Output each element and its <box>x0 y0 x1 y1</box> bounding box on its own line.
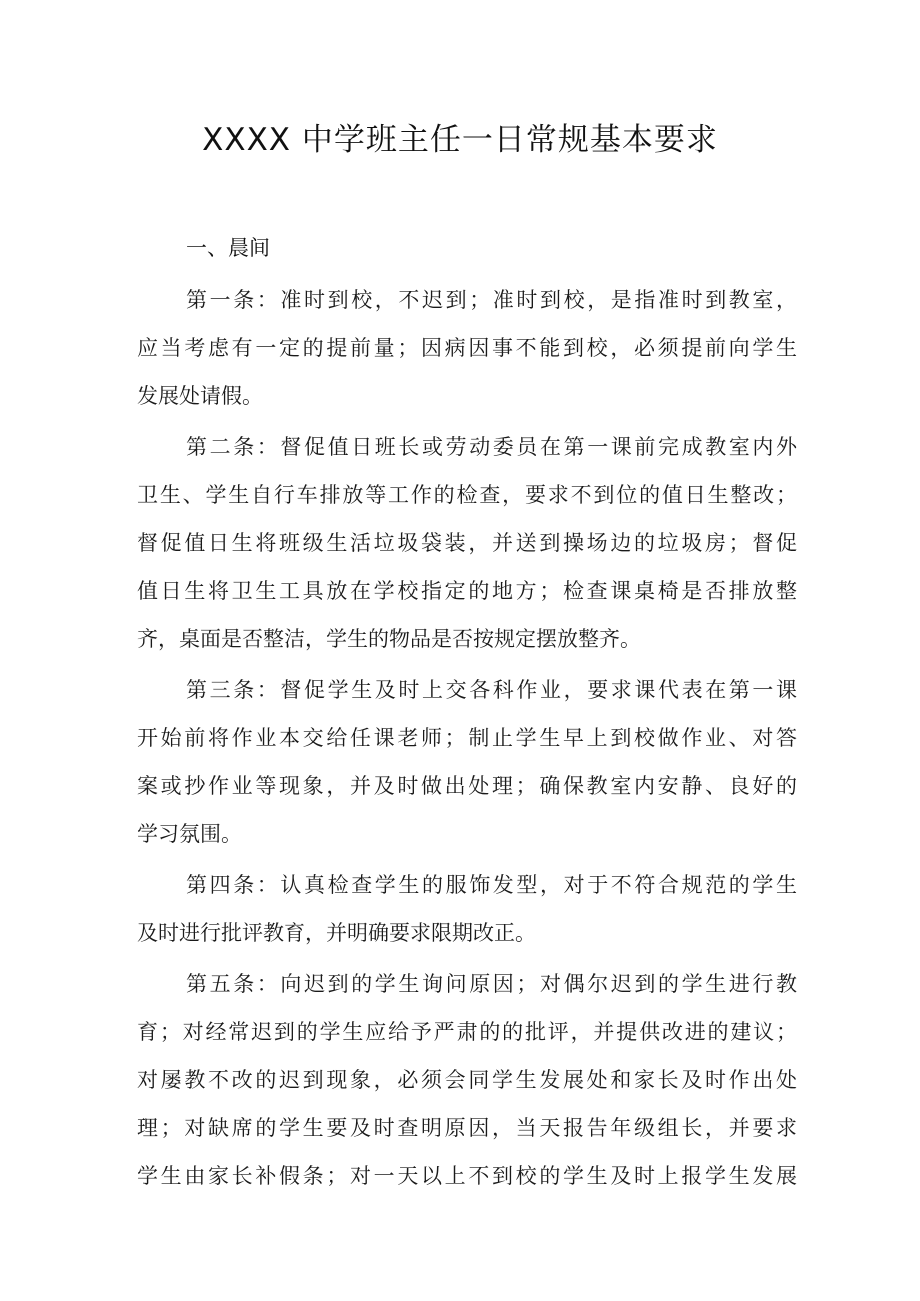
paragraph-line: 育；对经常迟到的学生应给予严肃的的批评，并提供改进的建议； <box>137 1020 797 1044</box>
paragraph-4 <box>137 861 797 957</box>
paragraph-line: 第一条：准时到校，不迟到；准时到校，是指准时到教室， <box>186 288 797 312</box>
paragraph-line: 及时进行批评教育，并明确要求限期改正。 <box>137 921 536 945</box>
paragraph-1 <box>137 276 797 420</box>
paragraph-line: 理；对缺席的学生要及时查明原因，当天报告年级组长，并要求 <box>137 1116 797 1140</box>
document-title: XXXX 中学班主任一日常规基本要求 <box>202 122 718 158</box>
paragraph-line: 应当考虑有一定的提前量；因病因事不能到校，必须提前向学生 <box>137 336 797 360</box>
paragraph-line: 督促值日生将班级生活垃圾袋装，并送到操场边的垃圾房；督促 <box>137 531 797 555</box>
paragraph-line: 齐，桌面是否整洁，学生的物品是否按规定摆放整齐。 <box>137 627 641 651</box>
document-body <box>137 276 797 1200</box>
paragraph-line: 第五条：向迟到的学生询问原因；对偶尔迟到的学生进行教 <box>186 972 797 996</box>
paragraph-2 <box>137 423 797 663</box>
paragraph-line: 第二条：督促值日班长或劳动委员在第一课前完成教室内外 <box>186 435 797 459</box>
section-heading: 一、晨间 <box>186 236 270 260</box>
paragraph-line: 值日生将卫生工具放在学校指定的地方；检查课桌椅是否排放整 <box>137 579 797 603</box>
paragraph-3 <box>137 666 797 858</box>
paragraph-line: 第四条：认真检查学生的服饰发型，对于不符合规范的学生 <box>186 873 797 897</box>
paragraph-line: 学生由家长补假条；对一天以上不到校的学生及时上报学生发展 <box>137 1164 797 1188</box>
paragraph-line: 第三条：督促学生及时上交各科作业，要求课代表在第一课 <box>186 678 797 702</box>
paragraph-5 <box>137 960 797 1200</box>
paragraph-line: 开始前将作业本交给任课老师；制止学生早上到校做作业、对答 <box>137 726 797 750</box>
paragraph-line: 发展处请假。 <box>137 384 263 408</box>
paragraph-line: 卫生、学生自行车排放等工作的检查，要求不到位的值日生整改； <box>137 483 797 507</box>
paragraph-line: 学习氛围。 <box>137 822 242 846</box>
paragraph-line: 对屡教不改的迟到现象，必须会同学生发展处和家长及时作出处 <box>137 1068 797 1092</box>
paragraph-line: 案或抄作业等现象，并及时做出处理；确保教室内安静、良好的 <box>137 774 797 798</box>
